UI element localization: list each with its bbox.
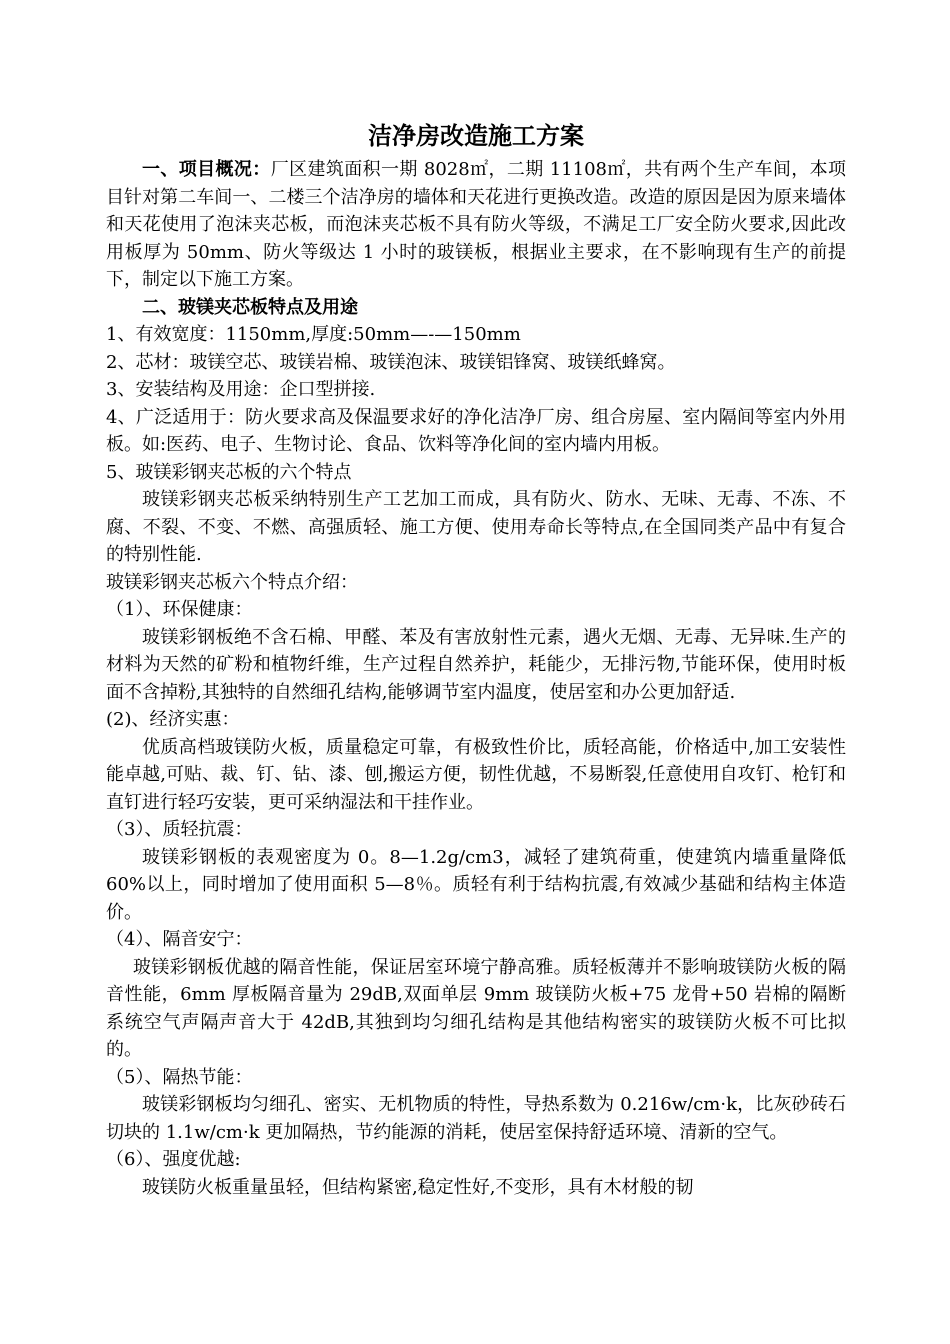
- document-title: 洁净房改造施工方案: [368, 121, 584, 150]
- feature-intro-paragraph: 玻镁彩钢夹芯板采纳特别生产工艺加工而成，具有防火、防水、无味、无毒、不冻、不腐、不裂、不变、不燃、高强质轻、施工方便、使用寿命长等特点,在全国同类产品中有复合的特别性能.: [106, 489, 846, 565]
- list-item-2: 2、芯材：玻镁空芯、玻镁岩棉、玻镁泡沫、玻镁铝锋窝、玻镁纸蜂窝。: [106, 351, 676, 373]
- feature-4-heading: （4）、隔音安宁：: [106, 929, 253, 950]
- list-item-5: 5、玻镁彩钢夹芯板的六个特点: [106, 461, 352, 483]
- section-1-heading: 一、项目概况：: [142, 159, 271, 180]
- feature-2-heading: (2)、经济实惠：: [106, 709, 240, 730]
- feature-5-heading: （5）、隔热节能：: [106, 1066, 253, 1088]
- section-1-paragraph: [106, 156, 846, 294]
- document-page: [106, 118, 846, 1201]
- feature-2-text: 优质高档玻镁防火板，质量稳定可靠，有极致性价比，质轻高能，价格适中,加工安装性能卓越,可贴、裁、钉、钻、漆、刨,搬运方便，韧性优越，不易断裂,任意使用自攻钉、枪钉和直钉进行轻巧安装，更可采纳湿法和干挂作业。: [106, 736, 846, 813]
- feature-1-heading: （1）、环保健康：: [106, 599, 253, 620]
- list-item-4: 4、广泛适用于：防火要求高及保温要求好的净化洁净厂房、组合房屋、室内隔间等室内外用板。如:医药、电子、生物讨论、食品、饮料等净化间的室内墙内用板。: [106, 406, 846, 455]
- feature-3-text: 玻镁彩钢板的表观密度为 0。8—1.2g/cm3，减轻了建筑荷重，使建筑内墙重量降低 60%以上，同时增加了使用面积 5—8％。质轻有利于结构抗震,有效减少基础和结构主体造价。: [106, 846, 846, 923]
- feature-4-text: 玻镁彩钢板优越的隔音性能，保证居室环境宁静高雅。质轻板薄并不影响玻镁防火板的隔音性能，6mm 厚板隔音量为 29dB,双面单层 9mm 玻镁防火板+75 龙骨+50 岩棉的隔断系统空气声隔声音大于 42dB,其独到均匀细孔结构是其他结构密实的玻镁防火板不可比拟的。: [106, 956, 846, 1060]
- features-heading: 玻镁彩钢夹芯板六个特点介绍：: [106, 571, 358, 593]
- feature-6-text: 玻镁防火板重量虽轻，但结构紧密,稳定性好,不变形，具有木材般的韧: [142, 1176, 694, 1198]
- feature-5-text: 玻镁彩钢板均匀细孔、密实、无机物质的特性，导热系数为 0.216w/cm·k，比灰砂砖石切块的 1.1w/cm·k 更加隔热，节约能源的消耗，使居室保持舒适环境、清新的空气。: [106, 1094, 846, 1143]
- feature-6-heading: （6）、强度优越:: [106, 1149, 241, 1170]
- feature-3-heading: （3）、质轻抗震：: [106, 819, 253, 840]
- section-1-text: 厂区建筑面积一期 8028㎡，二期 11108㎡，共有两个生产车间，本项目针对第二车间一、二楼三个洁净房的墙体和天花进行更换改造。改造的原因是因为原来墙体和天花使用了泡沫夹芯板，而泡沫夹芯板不具有防火等级，不满足工厂安全防火要求,因此改用板厚为 50mm、防火等级达 1 小时的玻镁板，根据业主要求，在不影响现有生产的前提下，制定以下施工方案。: [106, 159, 847, 290]
- feature-1-text: 玻镁彩钢板绝不含石棉、甲醛、苯及有害放射性元素，遇火无烟、无毒、无异味.生产的材料为天然的矿粉和植物纤维，生产过程自然养护，耗能少，无排污物,节能环保，使用时板面不含掉粉,其独特的自然细孔结构,能够调节室内温度，使居室和办公更加舒适.: [106, 626, 846, 703]
- list-item-1: 1、有效宽度：1150mm,厚度:50mm—-—150mm: [106, 324, 521, 345]
- list-item-3: 3、安装结构及用途：企口型拼接.: [106, 379, 376, 400]
- section-2-heading: 二、玻镁夹芯板特点及用途: [142, 296, 358, 318]
